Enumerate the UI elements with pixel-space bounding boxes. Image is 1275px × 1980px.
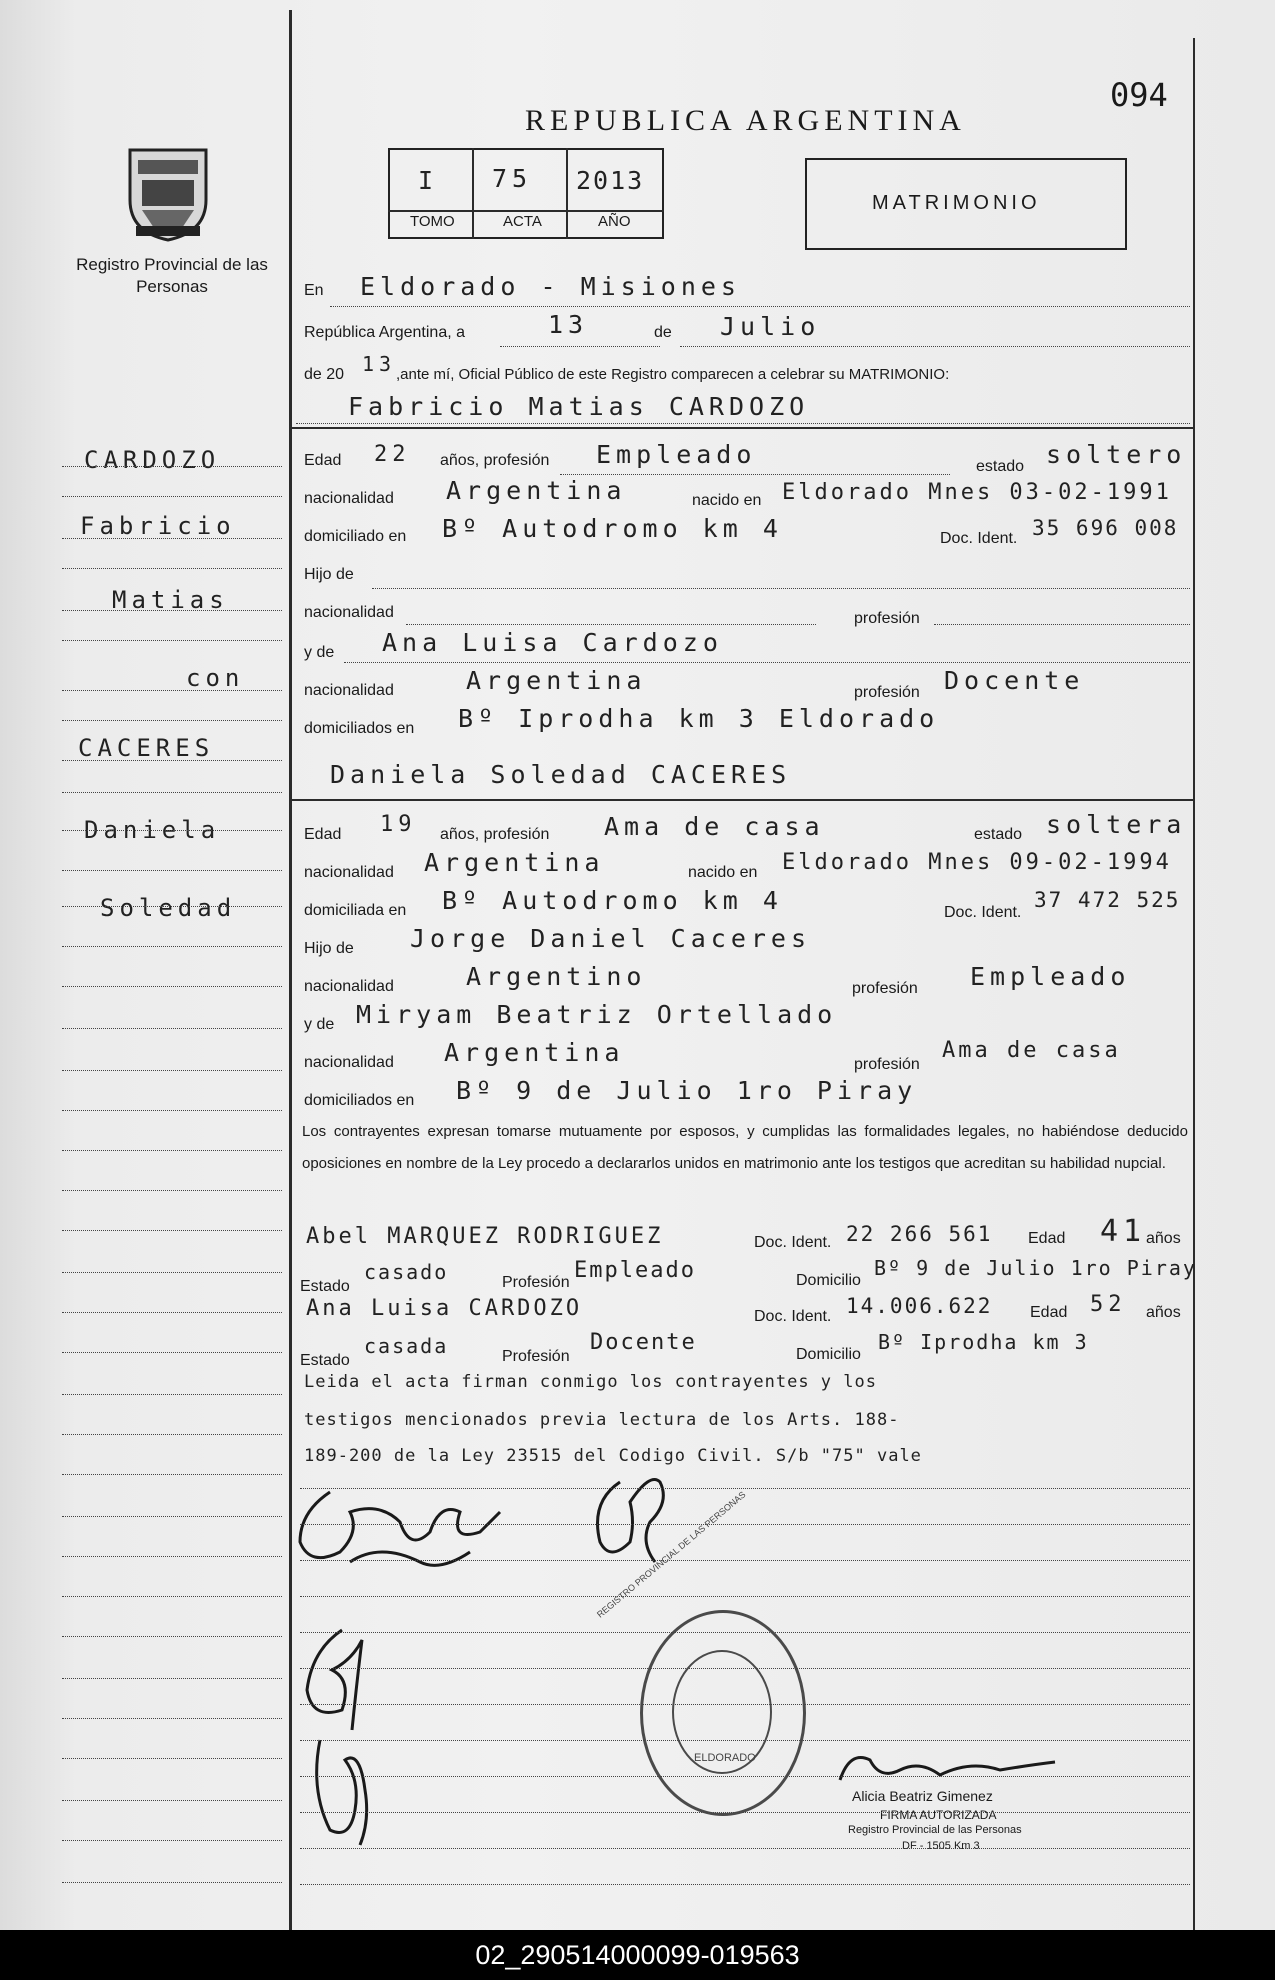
provincial-seal-icon xyxy=(122,140,214,242)
bride-mother-profession-label: profesión xyxy=(854,1056,920,1073)
witness-1-age-label: Edad xyxy=(1028,1230,1066,1247)
bride-nationality: Argentina xyxy=(424,848,605,877)
de-label: de xyxy=(654,324,672,341)
margin-dotted-line xyxy=(62,1028,282,1029)
ruled-line xyxy=(300,1776,1190,1777)
witness-1-years-label: años xyxy=(1146,1230,1181,1247)
margin-con: con xyxy=(186,664,245,692)
witness-1-profession-label: Profesión xyxy=(502,1274,570,1291)
margin-dotted-line xyxy=(62,1070,282,1071)
ruled-line xyxy=(300,1812,1190,1813)
witness-2-status-label: Estado xyxy=(300,1352,350,1369)
groom-status-label: estado xyxy=(976,458,1025,475)
ruled-line xyxy=(300,1884,1190,1885)
official-title: FIRMA AUTORIZADA xyxy=(880,1808,997,1822)
bride-parents-address-label: domiciliados en xyxy=(304,1092,415,1109)
witness-1-address-label: Domicilio xyxy=(796,1272,861,1289)
groom-name-line xyxy=(296,423,1190,424)
margin-dotted-line xyxy=(62,610,282,611)
bride-status-label: estado xyxy=(974,826,1023,843)
margin-dotted-line xyxy=(62,1636,282,1637)
ruled-line xyxy=(300,1632,1190,1633)
record-box-divider xyxy=(388,210,664,212)
witness-2-name: Ana Luisa CARDOZO xyxy=(306,1296,583,1321)
margin-dotted-line xyxy=(62,946,282,947)
margin-dotted-line xyxy=(62,1150,282,1151)
declaration-text: Los contrayentes expresan tomarse mutuamente por esposos, y cumplidas las formalidades legales, no habiéndose deducido oposiciones en nombre de la Ley procedo a declararlos unidos en matrimonio ante los testigos que acreditan su habilidad nupcial. xyxy=(302,1123,1188,1172)
groom-father-nationality-label: nacionalidad xyxy=(304,604,394,621)
year-suffix: 13 xyxy=(362,352,397,376)
witness-1-profession: Empleado xyxy=(574,1258,696,1283)
acta-label: ACTA xyxy=(503,213,542,230)
ruled-line xyxy=(300,1560,1190,1561)
bride-mother: Miryam Beatriz Ortellado xyxy=(356,1000,838,1029)
bride-status: soltera xyxy=(1046,810,1187,839)
margin-dotted-line xyxy=(62,830,282,831)
margin-dotted-line xyxy=(62,760,282,761)
groom-age: 22 xyxy=(374,442,411,467)
bride-profession: Ama de casa xyxy=(604,812,825,841)
witness-2-signature xyxy=(300,1730,380,1850)
groom-born-label: nacido en xyxy=(692,492,762,509)
stamp-city: ELDORADO xyxy=(694,1752,756,1764)
document-footer-code: 02_290514000099-019563 xyxy=(0,1930,1275,1980)
groom-mother-nationality: Argentina xyxy=(466,666,647,695)
witness-2-doc: 14.006.622 xyxy=(846,1294,993,1318)
bride-father-profession-label: profesión xyxy=(852,980,918,997)
year-prefix: de 20 xyxy=(304,366,345,383)
right-margin-rule xyxy=(1193,38,1195,1930)
witness-2-address-label: Domicilio xyxy=(796,1346,861,1363)
groom-profession-label: años, profesión xyxy=(440,452,550,469)
margin-name-bride-2: Soledad xyxy=(100,894,237,922)
groom-status: soltero xyxy=(1046,440,1187,469)
margin-dotted-line xyxy=(62,1352,282,1353)
record-box-divider xyxy=(472,148,474,239)
witness-2-profession: Docente xyxy=(590,1330,697,1355)
tomo-label: TOMO xyxy=(410,213,455,230)
witness-1-status: casado xyxy=(364,1260,449,1284)
groom-mother-label: y de xyxy=(304,644,335,661)
margin-dotted-line xyxy=(62,906,282,907)
margin-dotted-line xyxy=(62,1596,282,1597)
groom-address: Bº Autodromo km 4 xyxy=(442,514,783,543)
groom-father-profession-label: profesión xyxy=(854,610,920,627)
groom-mother-line xyxy=(344,662,1190,663)
bride-father: Jorge Daniel Caceres xyxy=(410,924,812,953)
acta-value: 75 xyxy=(492,164,533,193)
margin-dotted-line xyxy=(62,466,282,467)
month-line xyxy=(680,346,1190,347)
witness-2-doc-label: Doc. Ident. xyxy=(754,1308,832,1325)
ruled-line xyxy=(300,1524,1190,1525)
ruled-line xyxy=(300,1704,1190,1705)
record-box-divider xyxy=(566,148,568,239)
margin-dotted-line xyxy=(62,1394,282,1395)
groom-mother-nationality-label: nacionalidad xyxy=(304,682,394,699)
place-line xyxy=(330,306,1190,307)
margin-dotted-line xyxy=(62,1272,282,1273)
margin-dotted-line xyxy=(62,1556,282,1557)
margin-dotted-line xyxy=(62,1190,282,1191)
margin-dotted-line xyxy=(62,1230,282,1231)
bride-father-label: Hijo de xyxy=(304,940,354,957)
bride-born-label: nacido en xyxy=(688,864,758,881)
registry-name: Registro Provincial de las Personas xyxy=(76,255,268,296)
margin-dotted-line xyxy=(62,1678,282,1679)
bride-father-nationality-label: nacionalidad xyxy=(304,978,394,995)
section-divider-bride xyxy=(292,799,1193,801)
bride-mother-nationality: Argentina xyxy=(444,1038,625,1067)
groom-nationality: Argentina xyxy=(446,476,627,505)
margin-dotted-line xyxy=(62,568,282,569)
section-divider-groom xyxy=(292,427,1193,429)
margin-dotted-line xyxy=(62,1312,282,1313)
margin-dotted-line xyxy=(62,792,282,793)
ruled-line xyxy=(300,1668,1190,1669)
stamp-text: REGISTRO PROVINCIAL DE LAS PERSONAS xyxy=(595,1489,748,1620)
groom-age-label: Edad xyxy=(304,452,342,469)
witness-2-status: casada xyxy=(364,1334,449,1358)
ruled-line xyxy=(300,1596,1190,1597)
closing-line-3: 189-200 de la Ley 23515 del Codigo Civil. S/b "75" vale xyxy=(304,1446,922,1466)
bride-nationality-label: nacionalidad xyxy=(304,864,394,881)
margin-dotted-line xyxy=(62,496,282,497)
margin-dotted-line xyxy=(62,720,282,721)
witness-2-years-label: años xyxy=(1146,1304,1181,1321)
witness-1-doc-label: Doc. Ident. xyxy=(754,1234,832,1251)
official-office: DF - 1505 Km 3 xyxy=(902,1840,980,1852)
republic-label: República Argentina, a xyxy=(304,324,465,341)
margin-surname-groom: CARDOZO xyxy=(84,446,221,474)
groom-doc: 35 696 008 xyxy=(1032,516,1179,540)
day-value: 13 xyxy=(548,310,589,339)
witness-2-age-label: Edad xyxy=(1030,1304,1068,1321)
official-signature xyxy=(830,1740,1060,1790)
ruled-line xyxy=(300,1740,1190,1741)
margin-name-groom-1: Fabricio xyxy=(80,512,236,540)
bride-address: Bº Autodromo km 4 xyxy=(442,886,783,915)
groom-born: Eldorado Mnes 03-02-1991 xyxy=(782,480,1172,505)
official-org: Registro Provincial de las Personas xyxy=(848,1824,1022,1836)
witness-1-address: Bº 9 de Julio 1ro Piray xyxy=(874,1256,1197,1280)
appear-text: ,ante mí, Oficial Público de este Registro comparecen a celebrar su MATRIMONIO: xyxy=(396,366,950,383)
bride-age: 19 xyxy=(380,812,417,837)
margin-dotted-line xyxy=(62,1800,282,1801)
bride-age-label: Edad xyxy=(304,826,342,843)
margin-dotted-line xyxy=(62,870,282,871)
groom-nationality-label: nacionalidad xyxy=(304,490,394,507)
day-line xyxy=(500,346,660,347)
margin-surname-bride: CACERES xyxy=(78,734,215,762)
groom-mother-profession-label: profesión xyxy=(854,684,920,701)
margin-dotted-line xyxy=(62,640,282,641)
groom-parents-address-label: domiciliados en xyxy=(304,720,415,737)
closing-line-2: testigos mencionados previa lectura de los Arts. 188- xyxy=(304,1410,900,1430)
page-number: 094 xyxy=(1110,76,1168,114)
margin-dotted-line xyxy=(62,1882,282,1883)
bride-father-profession: Empleado xyxy=(970,962,1131,991)
groom-full-name: Fabricio Matias CARDOZO xyxy=(348,392,810,421)
margin-dotted-line xyxy=(62,1718,282,1719)
margin-name-groom-2: Matias xyxy=(112,586,229,614)
witness-1-signature xyxy=(292,1620,372,1740)
witness-2-address: Bº Iprodha km 3 xyxy=(878,1330,1089,1354)
margin-dotted-line xyxy=(62,538,282,539)
bride-born: Eldorado Mnes 09-02-1994 xyxy=(782,850,1172,875)
country-title: REPUBLICA ARGENTINA xyxy=(525,104,966,137)
margin-dotted-line xyxy=(62,1434,282,1435)
witness-2-age: 52 xyxy=(1090,1292,1127,1317)
margin-dotted-line xyxy=(62,1110,282,1111)
groom-father-nationality-line xyxy=(406,624,816,625)
groom-parents-address: Bº Iprodha km 3 Eldorado xyxy=(458,704,940,733)
bride-full-name: Daniela Soledad CACERES xyxy=(330,760,792,789)
bride-mother-nationality-label: nacionalidad xyxy=(304,1054,394,1071)
groom-doc-label: Doc. Ident. xyxy=(940,530,1018,547)
margin-dotted-line xyxy=(62,690,282,691)
bride-doc-label: Doc. Ident. xyxy=(944,904,1022,921)
bride-mother-profession: Ama de casa xyxy=(942,1038,1121,1063)
ruled-line xyxy=(300,1848,1190,1849)
act-type: MATRIMONIO xyxy=(872,192,1041,214)
bride-address-label: domiciliada en xyxy=(304,902,407,919)
groom-mother: Ana Luisa Cardozo xyxy=(382,628,723,657)
closing-line-1: Leida el acta firman conmigo los contrayentes y los xyxy=(304,1372,877,1392)
ruled-line xyxy=(300,1488,1190,1489)
margin-name-bride-1: Daniela xyxy=(84,816,221,844)
en-label: En xyxy=(304,282,324,299)
ano-value: 2013 xyxy=(576,166,645,195)
official-name: Alicia Beatriz Gimenez xyxy=(852,1788,993,1804)
groom-profession-line xyxy=(560,474,950,475)
groom-mother-profession: Docente xyxy=(944,666,1085,695)
place-value: Eldorado - Misiones xyxy=(360,272,741,301)
margin-dotted-line xyxy=(62,1840,282,1841)
witness-1-status-label: Estado xyxy=(300,1278,350,1295)
groom-father-line xyxy=(372,588,1190,589)
bride-parents-address: Bº 9 de Julio 1ro Piray xyxy=(456,1076,918,1105)
margin-dotted-line xyxy=(62,1474,282,1475)
tomo-value: I xyxy=(418,166,439,195)
witness-2-profession-label: Profesión xyxy=(502,1348,570,1365)
witness-1-age: 41 xyxy=(1100,1214,1147,1249)
bride-father-nationality: Argentino xyxy=(466,962,647,991)
margin-dotted-line xyxy=(62,1516,282,1517)
witness-1-doc: 22 266 561 xyxy=(846,1222,993,1246)
bride-profession-label: años, profesión xyxy=(440,826,550,843)
witness-1-name: Abel MARQUEZ RODRIGUEZ xyxy=(306,1224,664,1249)
bride-doc: 37 472 525 xyxy=(1034,888,1181,912)
groom-father-label: Hijo de xyxy=(304,566,354,583)
groom-address-label: domiciliado en xyxy=(304,528,407,545)
month-value: Julio xyxy=(720,312,821,341)
ano-label: AÑO xyxy=(598,213,631,230)
margin-dotted-line xyxy=(62,1758,282,1759)
groom-father-profession-line xyxy=(934,624,1190,625)
margin-dotted-line xyxy=(62,986,282,987)
groom-profession: Empleado xyxy=(596,440,757,469)
bride-mother-label: y de xyxy=(304,1016,335,1033)
